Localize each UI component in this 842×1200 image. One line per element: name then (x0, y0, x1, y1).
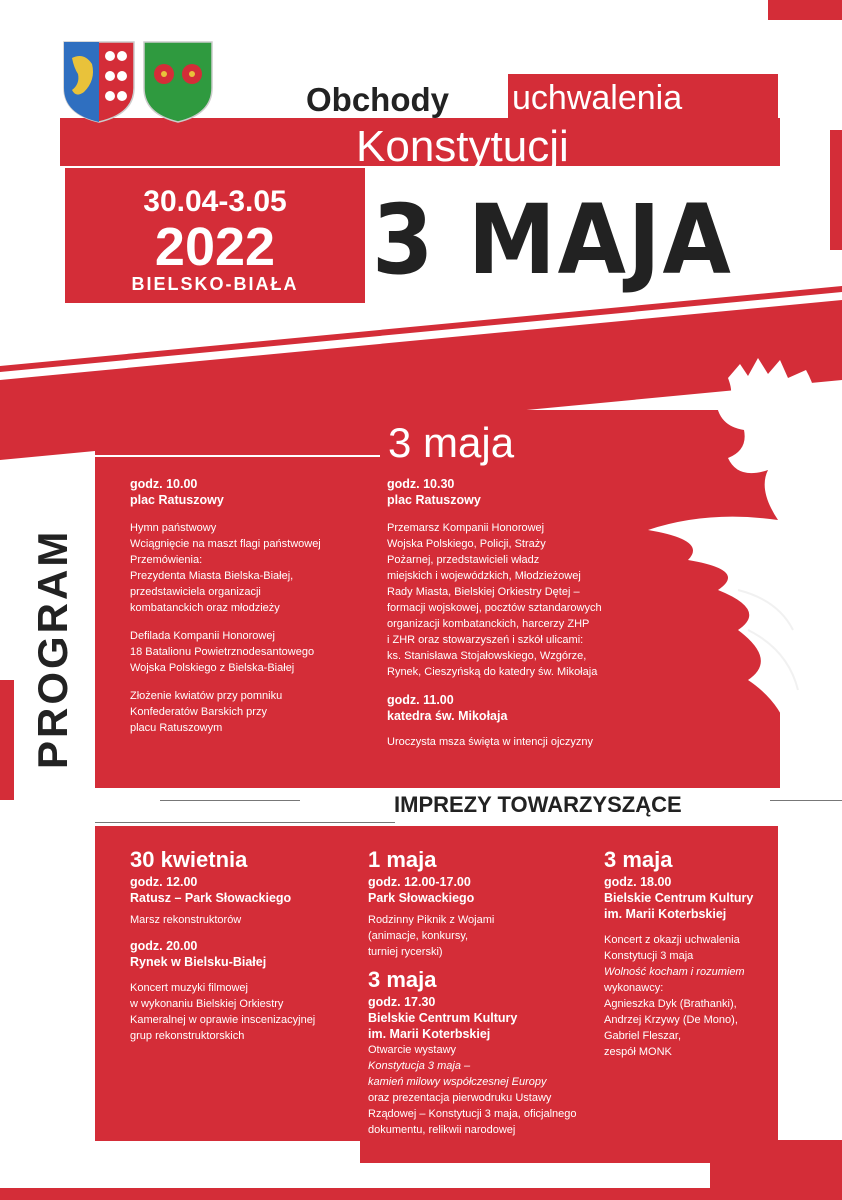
top-right-bar (768, 0, 842, 20)
event-desc-line: Agnieszka Dyk (Brathanki), (604, 998, 737, 1010)
event-time: godz. 10.00 (130, 477, 198, 491)
event-desc-line: kamień milowy współczesnej Europy (368, 1076, 547, 1088)
title-uchwalenia: uchwalenia (512, 79, 683, 117)
event-place: katedra św. Mikołaja (387, 709, 508, 723)
event-time: godz. 17.30 (368, 995, 436, 1009)
event-desc-line: zespół MONK (604, 1046, 672, 1058)
title-konstytucji: Konstytucji (356, 122, 569, 171)
event-desc-line: Konstytucja 3 maja – (368, 1060, 471, 1072)
event-desc-line: Pożarnej, przedstawicieli władz (387, 554, 540, 566)
event-desc-line: Przemówienia: (130, 554, 203, 566)
date-range: 30.04-3.05 (143, 185, 287, 218)
divider-line (770, 800, 842, 801)
event-place: plac Ratuszowy (130, 493, 224, 507)
event-desc-line: turniej rycerski) (368, 946, 443, 958)
year: 2022 (154, 217, 276, 277)
event-desc-line: Defilada Kompanii Honorowej (130, 630, 275, 642)
events-col3 (604, 846, 776, 1060)
event-place: Ratusz – Park Słowackiego (130, 891, 292, 905)
event-desc-line: oraz prezentacja pierwodruku Ustawy (368, 1092, 552, 1104)
event-desc-line: kombatanckich oraz młodzieży (130, 602, 280, 614)
event-desc-line: Gabriel Fleszar, (604, 1030, 682, 1042)
event-place: Bielskie Centrum Kultury (368, 1011, 518, 1025)
program-col1 (130, 476, 380, 736)
event-desc-line: Wojska Polskiego, Policji, Straży (387, 538, 546, 550)
event-place: Rynek w Bielsku-Białej (130, 955, 267, 969)
coat-of-arms-roses-icon (142, 40, 214, 124)
event-day: 1 maja (368, 847, 437, 872)
title-obchody: Obchody (300, 82, 455, 118)
event-desc-line: (animacje, konkursy, (368, 930, 469, 942)
event-desc-line: Konstytucji 3 maja (604, 950, 694, 962)
event-desc-line: Kameralnej w oprawie inscenizacyjnej (130, 1014, 316, 1026)
event-place: im. Marii Koterbskiej (368, 1027, 491, 1041)
event-desc-line: Uroczysta msza święta w intencji ojczyzny (387, 736, 594, 748)
program-vertical-label: PROGRAM (29, 528, 76, 769)
event-desc-line: Konfederatów Barskich przy (130, 706, 267, 718)
event-desc-line: placu Ratuszowym (130, 722, 223, 734)
event-desc-line: Rodzinny Piknik z Wojami (368, 914, 495, 926)
event-day: 3 maja (604, 847, 673, 872)
event-desc-line: Koncert muzyki filmowej (130, 982, 248, 994)
event-desc-line: Koncert z okazji uchwalenia (604, 934, 740, 946)
city: BIELSKO-BIAŁA (131, 274, 299, 294)
event-desc-line: Rady Miasta, Bielskiej Orkiestry Dętej – (387, 586, 580, 598)
event-desc-line: Przemarsz Kompanii Honorowej (387, 522, 545, 534)
event-desc-line: grup rekonstruktorskich (130, 1030, 245, 1042)
event-desc-line: 18 Batalionu Powietrznodesantowego (130, 646, 315, 658)
event-desc-line: Hymn państwowy (130, 522, 217, 534)
coat-of-arms-eagle-icon (62, 40, 136, 124)
event-time: godz. 20.00 (130, 939, 198, 953)
event-desc-line: Wojska Polskiego z Bielska-Białej (130, 662, 295, 674)
event-desc-line: Andrzej Krzywy (De Mono), (604, 1014, 738, 1026)
event-time: godz. 10.30 (387, 477, 455, 491)
right-edge-bar (830, 130, 842, 250)
event-time: godz. 12.00-17.00 (368, 875, 471, 889)
event-desc-line: dokumentu, relikwii narodowej (368, 1124, 516, 1136)
program-day-title: 3 maja (388, 419, 515, 466)
event-desc-line: ks. Stanisława Stojałowskiego, Wzgórze, (387, 650, 587, 662)
event-day: 3 maja (368, 967, 437, 992)
event-desc-line: Złożenie kwiatów przy pomniku (130, 690, 283, 702)
events-col1 (130, 846, 355, 1044)
event-desc-line: wykonawcy: (604, 982, 664, 994)
program-col2 (387, 476, 647, 750)
event-time: godz. 12.00 (130, 875, 198, 889)
bottom-right-bar (710, 1140, 842, 1188)
event-desc-line: i ZHR oraz stowarzyszeń i szkół ulicami: (387, 634, 584, 646)
event-desc-line: Otwarcie wystawy (368, 1044, 457, 1056)
event-day: 30 kwietnia (130, 847, 248, 872)
divider-line (95, 455, 380, 457)
event-desc-line: Marsz rekonstruktorów (130, 914, 242, 926)
event-desc-line: Wolność kocham i rozumiem (604, 966, 745, 978)
event-desc-line: przedstawiciela organizacji (130, 586, 261, 598)
event-desc-line: Rynek, Cieszyńską do katedry św. Mikołaja (387, 666, 598, 678)
event-time: godz. 18.00 (604, 875, 672, 889)
events-section-title: IMPREZY TOWARZYSZĄCE (380, 790, 770, 820)
divider-line (95, 822, 395, 823)
event-desc-line: Prezydenta Miasta Bielska-Białej, (130, 570, 294, 582)
events-col2 (368, 846, 613, 1138)
event-place: Bielskie Centrum Kultury (604, 891, 754, 905)
event-desc-line: organizacji kombatanckich, harcerzy ZHP (387, 618, 590, 630)
event-desc-line: Wciągnięcie na maszt flagi państwowej (130, 538, 321, 550)
event-desc-line: formacji wojskowej, pocztów sztandarowych (387, 602, 602, 614)
white-eagle-icon (628, 330, 842, 780)
event-place: im. Marii Koterbskiej (604, 907, 727, 921)
divider-line (160, 800, 300, 801)
event-time: godz. 11.00 (387, 693, 454, 707)
event-place: plac Ratuszowy (387, 493, 481, 507)
event-desc-line: w wykonaniu Bielskiej Orkiestry (130, 998, 284, 1010)
left-edge-bar (0, 680, 14, 800)
bottom-strip (0, 1188, 842, 1200)
events-bottom-bar (360, 1141, 710, 1163)
event-desc-line: miejskich i wojewódzkich, Młodzieżowej (387, 570, 581, 582)
event-place: Park Słowackiego (368, 891, 475, 905)
event-desc-line: Rządowej – Konstytucji 3 maja, oficjalnego (368, 1108, 577, 1120)
big-title-3-maja: 3 MAJA (372, 184, 733, 296)
